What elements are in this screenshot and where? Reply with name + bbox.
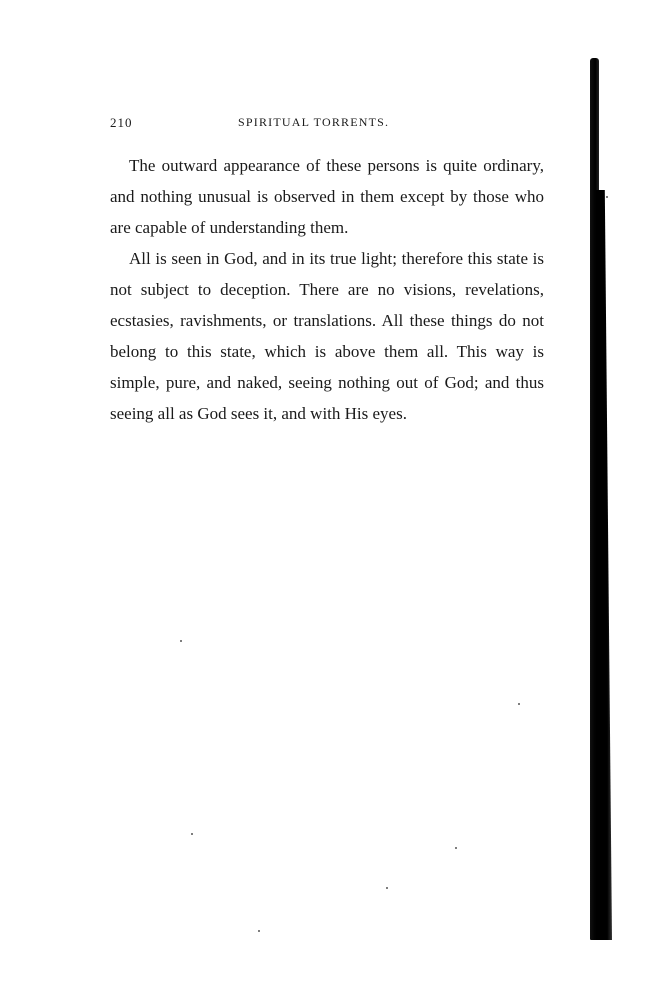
binding-shadow-lower	[596, 190, 612, 940]
scan-speck	[606, 196, 608, 198]
scan-speck	[191, 833, 193, 835]
scan-speck	[518, 703, 520, 705]
scan-speck	[180, 640, 182, 642]
page-number: 210	[110, 115, 133, 130]
body-text	[110, 150, 544, 429]
scan-speck	[386, 887, 388, 889]
paragraph: The outward appearance of these persons is quite ordinary, and nothing unusual is observed in them except by those who are capable of understanding them.	[110, 156, 544, 237]
running-title: SPIRITUAL TORRENTS.	[238, 115, 390, 129]
paragraph: All is seen in God, and in its true light; therefore this state is not subject to deception. There are no visions, revelations, ecstasies, ravishments, or translations. All these things do not belong to this state, which is above them all. This way is simple, pure, and naked, seeing nothing out of God; and thus seeing all as God sees it, and with His eyes.	[110, 249, 544, 423]
scan-speck	[455, 847, 457, 849]
running-head	[110, 115, 544, 135]
scan-speck	[258, 930, 260, 932]
